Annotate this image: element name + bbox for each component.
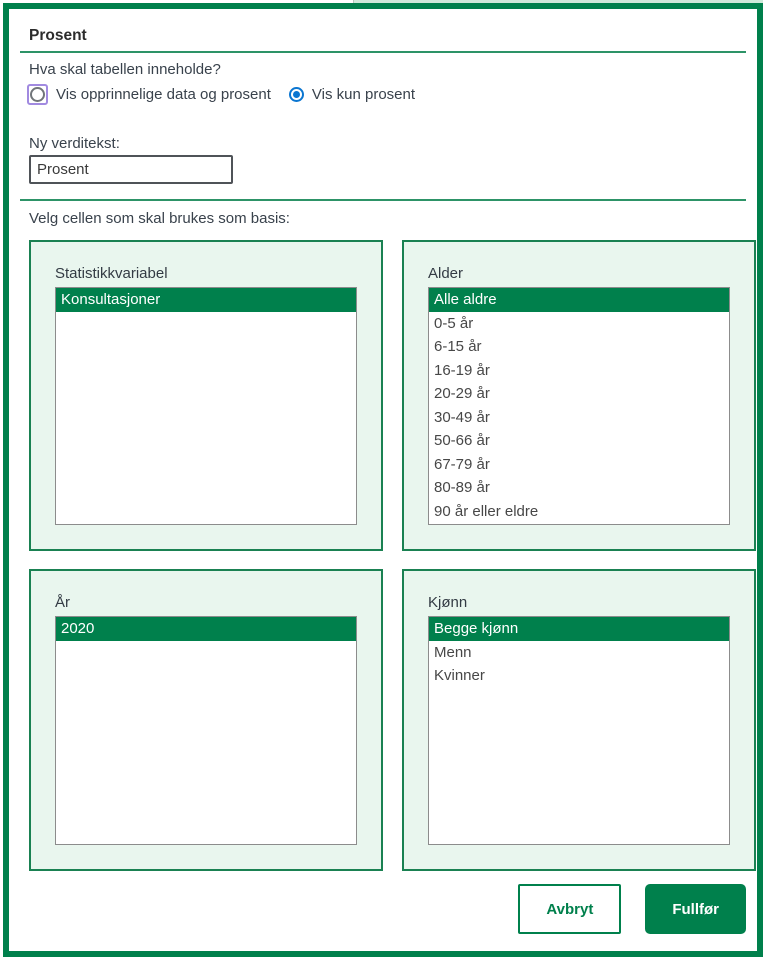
- listbox-label: Alder: [428, 265, 464, 282]
- radio-group-table-content: [27, 82, 746, 106]
- radio-option-label[interactable]: Vis kun prosent: [311, 85, 416, 103]
- new-value-text-input[interactable]: [29, 155, 233, 184]
- list-item[interactable]: 90 år eller eldre: [434, 502, 539, 520]
- listbox-label: Statistikkvariabel: [55, 265, 168, 282]
- radio-option-percent-only[interactable]: [289, 86, 415, 103]
- panel-alder: [402, 240, 756, 551]
- list-item[interactable]: 6-15 år: [434, 338, 482, 355]
- panel-kjonn: [402, 569, 756, 871]
- finish-button[interactable]: Fullfør: [645, 884, 746, 934]
- list-item[interactable]: 20-29 år: [434, 385, 490, 402]
- title-divider: [20, 51, 746, 53]
- percent-dialog: [3, 3, 763, 957]
- list-item[interactable]: 30-49 år: [434, 408, 490, 426]
- dialog-footer: [20, 884, 746, 934]
- radio-unchecked-icon[interactable]: [30, 87, 45, 102]
- cancel-button[interactable]: Avbryt: [518, 884, 621, 934]
- list-item[interactable]: 50-66 år: [434, 432, 490, 449]
- focus-ring: [27, 84, 48, 105]
- list-item[interactable]: Menn: [434, 643, 472, 661]
- section-divider: [20, 199, 746, 201]
- list-item[interactable]: Begge kjønn: [429, 617, 729, 641]
- table-content-question: Hva skal tabellen inneholde?: [29, 61, 221, 78]
- list-item[interactable]: Alle aldre: [429, 288, 729, 312]
- listbox-alder[interactable]: [428, 287, 730, 525]
- listbox-statistikkvariabel[interactable]: [55, 287, 357, 525]
- list-item[interactable]: 16-19 år: [434, 361, 490, 379]
- panel-statistikkvariabel: [29, 240, 383, 551]
- radio-checked-icon[interactable]: [289, 87, 304, 102]
- dialog-title: Prosent: [29, 27, 87, 44]
- listbox-label: Kjønn: [428, 594, 468, 611]
- panel-ar: [29, 569, 383, 871]
- list-item[interactable]: 2020: [56, 617, 356, 641]
- new-value-text-label: Ny verditekst:: [29, 135, 120, 152]
- list-item[interactable]: Kvinner: [434, 667, 485, 684]
- listbox-ar[interactable]: [55, 616, 357, 845]
- listbox-label: År: [55, 594, 70, 611]
- list-item[interactable]: 67-79 år: [434, 455, 490, 473]
- variable-panel-grid: [29, 240, 756, 871]
- radio-option-label[interactable]: Vis opprinnelige data og prosent: [56, 85, 271, 103]
- listbox-kjonn[interactable]: [428, 616, 730, 845]
- basis-cell-instruction: Velg cellen som skal brukes som basis:: [29, 210, 290, 227]
- radio-option-original-and-percent[interactable]: [27, 84, 271, 105]
- list-item[interactable]: Konsultasjoner: [56, 288, 356, 312]
- list-item[interactable]: 80-89 år: [434, 479, 490, 496]
- list-item[interactable]: 0-5 år: [434, 314, 474, 332]
